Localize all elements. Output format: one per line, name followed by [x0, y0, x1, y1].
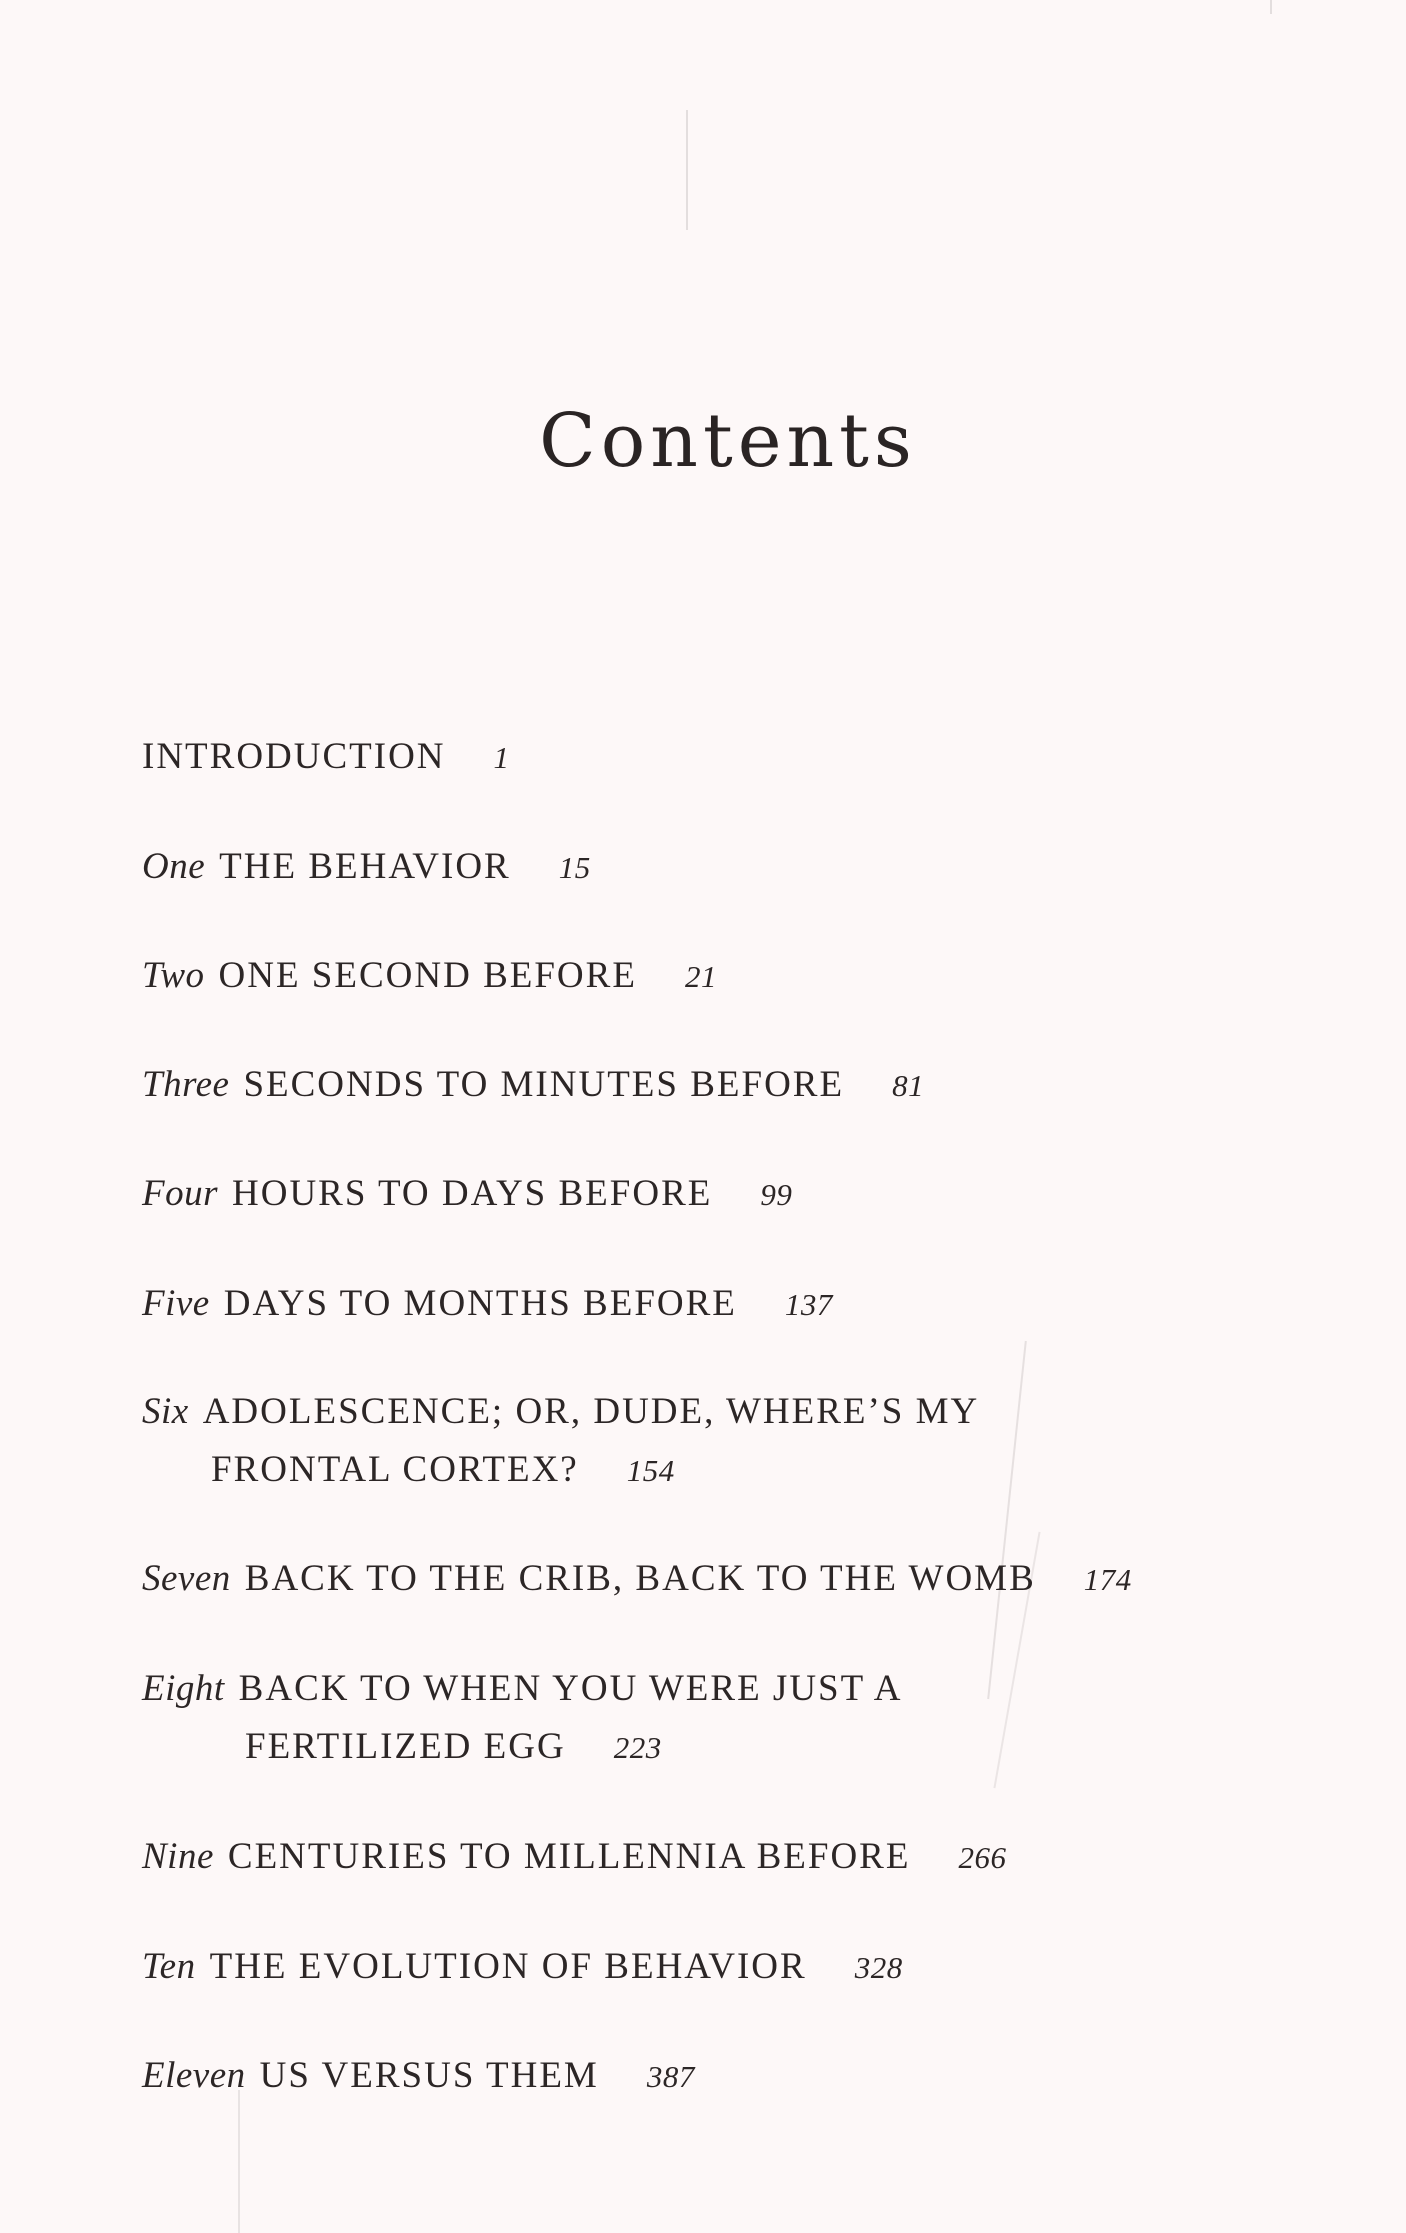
toc-entry — [142, 728, 510, 787]
chapter-number: Two — [142, 955, 205, 996]
page-number: 21 — [684, 959, 717, 994]
toc-entry — [142, 1383, 979, 1500]
chapter-number: Eleven — [142, 2055, 246, 2096]
toc-entry — [142, 1938, 903, 1997]
chapter-title: ONE SECOND BEFORE — [218, 955, 637, 996]
toc-entry — [142, 1165, 792, 1224]
chapter-title-continued: FERTILIZED EGG — [245, 1726, 566, 1767]
chapter-title: BACK TO THE CRIB, BACK TO THE WOMB — [244, 1558, 1036, 1599]
chapter-number: Three — [142, 1064, 230, 1105]
chapter-title: CENTURIES TO MILLENNIA BEFORE — [227, 1836, 911, 1877]
chapter-number: One — [142, 846, 206, 887]
chapter-title: INTRODUCTION — [142, 736, 446, 777]
chapter-number: Seven — [142, 1558, 231, 1599]
page-number: 137 — [784, 1287, 833, 1322]
chapter-number: Ten — [142, 1946, 196, 1987]
chapter-number: Nine — [142, 1836, 214, 1877]
page-number: 266 — [958, 1840, 1007, 1875]
chapter-title: BACK TO WHEN YOU WERE JUST A — [238, 1668, 903, 1709]
page-number: 1 — [493, 740, 510, 775]
chapter-title: HOURS TO DAYS BEFORE — [232, 1173, 713, 1214]
page-number: 174 — [1083, 1562, 1132, 1597]
page-number: 81 — [892, 1068, 925, 1103]
chapter-number: Eight — [142, 1668, 225, 1709]
toc-entry — [142, 2047, 695, 2106]
chapter-number: Five — [142, 1283, 210, 1324]
chapter-title: THE EVOLUTION OF BEHAVIOR — [209, 1946, 807, 1987]
page-title: Contents — [539, 398, 917, 484]
chapter-number: Four — [142, 1173, 218, 1214]
toc-entry — [142, 1275, 833, 1334]
toc-entry — [142, 1660, 902, 1777]
chapter-number: Six — [142, 1391, 189, 1432]
page-number: 99 — [760, 1177, 793, 1212]
toc-entry — [142, 1056, 924, 1115]
chapter-title: DAYS TO MONTHS BEFORE — [223, 1283, 737, 1324]
toc-entry — [142, 838, 591, 897]
chapter-title: US VERSUS THEM — [259, 2055, 599, 2096]
page-number: 15 — [558, 850, 591, 885]
chapter-title: THE BEHAVIOR — [219, 846, 511, 887]
toc-entry — [142, 1828, 1006, 1887]
page-number: 328 — [854, 1950, 903, 1985]
chapter-title-continued: FRONTAL CORTEX? — [211, 1449, 579, 1490]
page-number: 387 — [646, 2059, 695, 2094]
toc-entry — [142, 1550, 1132, 1609]
chapter-title: ADOLESCENCE; OR, DUDE, WHERE’S MY — [202, 1391, 980, 1432]
chapter-title: SECONDS TO MINUTES BEFORE — [243, 1064, 845, 1105]
toc-entry — [142, 947, 717, 1006]
page-number: 154 — [626, 1453, 675, 1488]
page-number: 223 — [613, 1730, 662, 1765]
